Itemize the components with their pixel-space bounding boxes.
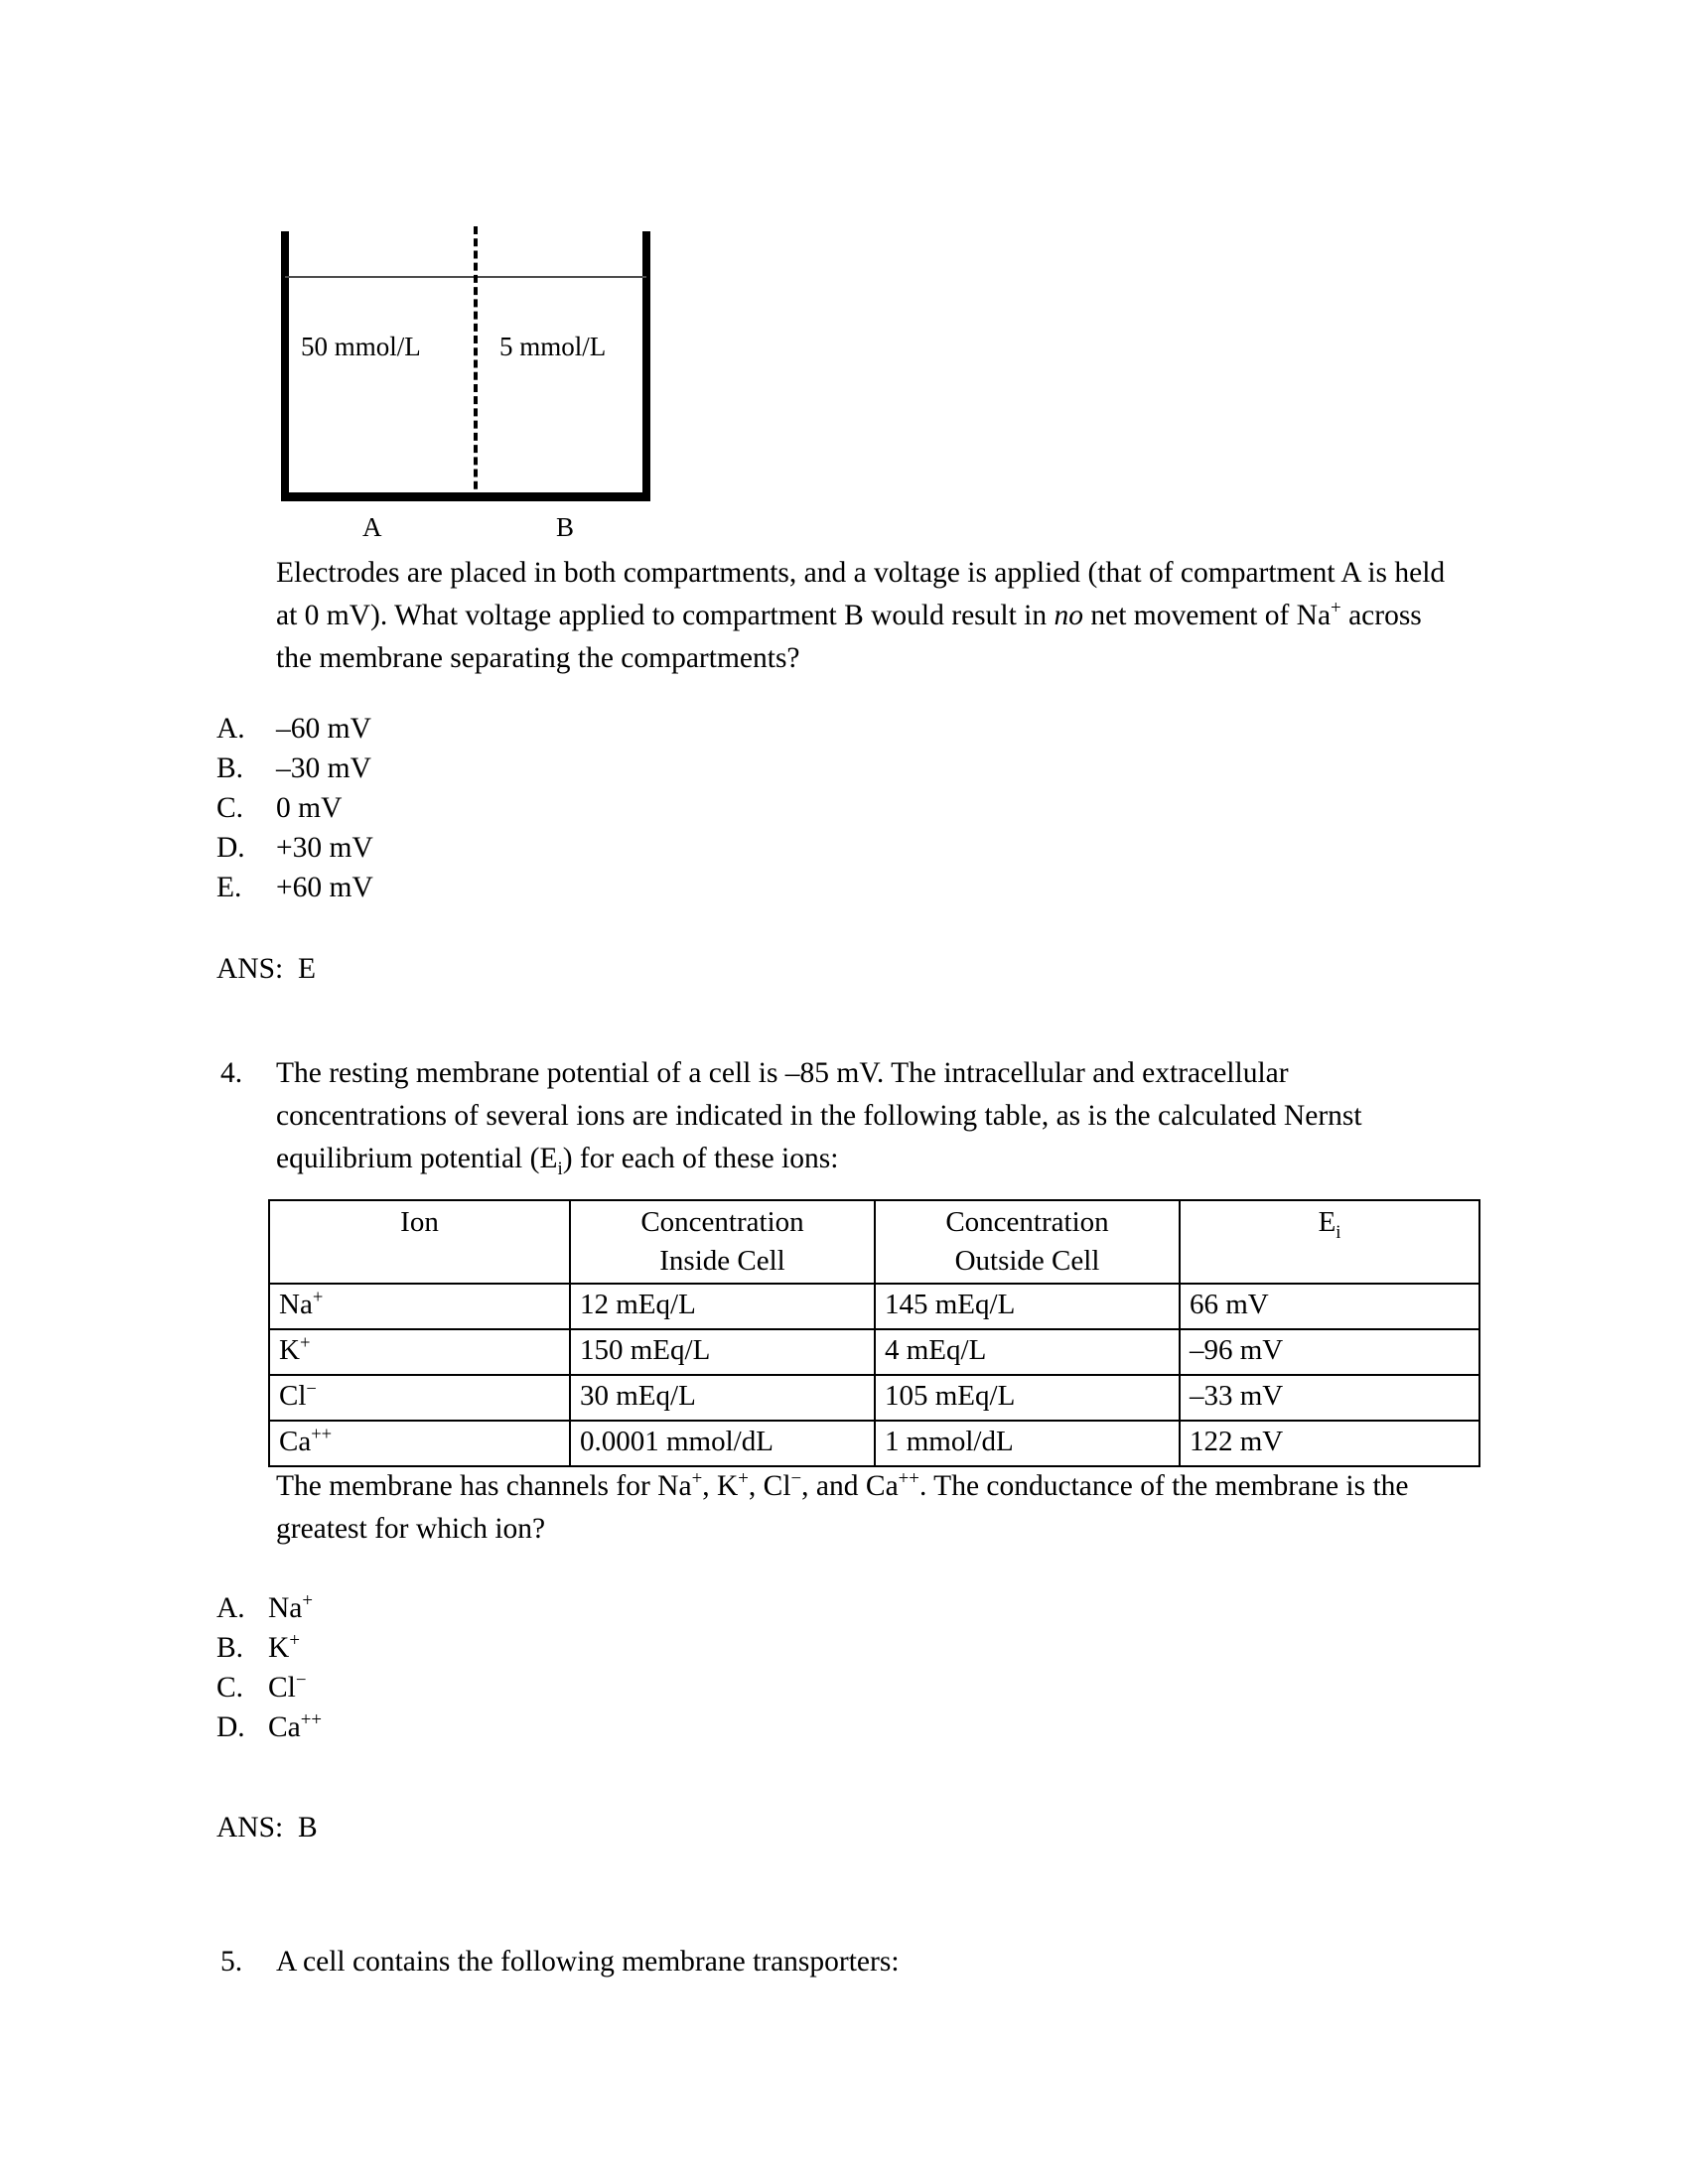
answer-spacer bbox=[283, 953, 298, 985]
followup-sup-ca: ++ bbox=[898, 1468, 919, 1490]
q4-stem-part1: The resting membrane potential of a cell is –85 mV. The intracellular and extracellular concentrations of several ions are indicated in the following table, as is the calculated Nernst equilibrium potential (E bbox=[276, 1057, 1362, 1174]
option-text: –30 mV bbox=[276, 752, 371, 784]
cell-ion bbox=[269, 1375, 570, 1421]
cell-outside: 1 mmol/dL bbox=[875, 1421, 1180, 1466]
option-ion-charge: ++ bbox=[300, 1709, 323, 1731]
q4-stem-part2: ) for each of these ions: bbox=[562, 1143, 839, 1174]
two-compartment-beaker-figure bbox=[273, 226, 660, 542]
column-header-concentration-inside bbox=[570, 1200, 875, 1284]
followup-part5: . The conductance of the membrane is the greatest for which ion? bbox=[276, 1470, 1409, 1545]
ion-name: Cl bbox=[279, 1380, 307, 1412]
header-line-2: Outside Cell bbox=[954, 1245, 1100, 1277]
answer-value: B bbox=[297, 1812, 318, 1843]
option-row[interactable] bbox=[216, 1707, 322, 1747]
compartment-b-concentration-label: 5 mmol/L bbox=[499, 332, 607, 361]
followup-sup-cl: − bbox=[790, 1468, 802, 1490]
answer-value: E bbox=[297, 953, 316, 985]
followup-sup-na: + bbox=[691, 1468, 703, 1490]
header-line-1: Concentration bbox=[640, 1206, 804, 1238]
option-letter: A. bbox=[216, 1592, 245, 1624]
table-header-row bbox=[269, 1200, 1479, 1284]
fluid-level-line bbox=[285, 276, 646, 278]
option-letter: C. bbox=[216, 792, 244, 824]
option-letter: C. bbox=[216, 1672, 244, 1704]
table-row bbox=[269, 1375, 1479, 1421]
cell-ei: 66 mV bbox=[1180, 1284, 1479, 1329]
question-4-options bbox=[216, 1588, 322, 1747]
q3-stem-italic-no: no bbox=[1054, 600, 1083, 631]
q3-stem-superscript-plus: + bbox=[1331, 598, 1341, 619]
answer-label: ANS: bbox=[216, 1812, 284, 1843]
compartment-b-label: B bbox=[556, 512, 575, 542]
followup-part1: The membrane has channels for Na bbox=[276, 1470, 692, 1502]
cell-outside: 105 mEq/L bbox=[875, 1375, 1180, 1421]
cell-ion bbox=[269, 1329, 570, 1375]
cell-outside: 145 mEq/L bbox=[875, 1284, 1180, 1329]
option-row[interactable] bbox=[216, 709, 373, 749]
option-letter: B. bbox=[216, 752, 244, 784]
followup-part4: , and Ca bbox=[801, 1470, 899, 1502]
option-ion: Cl bbox=[268, 1672, 296, 1704]
column-header-ion bbox=[269, 1200, 570, 1284]
membrane-divider-dashed-line bbox=[474, 226, 478, 501]
option-text: –60 mV bbox=[276, 713, 371, 745]
cell-ei: –33 mV bbox=[1180, 1375, 1479, 1421]
option-letter: B. bbox=[216, 1632, 244, 1664]
question-4-followup bbox=[276, 1465, 1446, 1551]
question-4-number: 4. bbox=[220, 1057, 243, 1089]
question-4-answer bbox=[216, 1807, 318, 1849]
question-4-stem bbox=[276, 1052, 1446, 1180]
ion-charge: − bbox=[306, 1378, 317, 1400]
ion-charge: ++ bbox=[311, 1424, 333, 1445]
cell-outside: 4 mEq/L bbox=[875, 1329, 1180, 1375]
beaker-outline bbox=[281, 231, 650, 501]
option-row[interactable] bbox=[216, 868, 373, 907]
header-line-1: E bbox=[1318, 1206, 1336, 1238]
option-letter: E. bbox=[216, 872, 242, 903]
header-subscript-i: i bbox=[1336, 1221, 1341, 1243]
option-ion-charge: − bbox=[295, 1670, 307, 1692]
option-ion: K bbox=[268, 1632, 290, 1664]
option-text: +60 mV bbox=[276, 872, 373, 903]
table-row bbox=[269, 1284, 1479, 1329]
header-line-1: Ion bbox=[400, 1206, 439, 1238]
ion-concentration-table bbox=[268, 1199, 1480, 1467]
option-letter: D. bbox=[216, 1711, 245, 1743]
column-header-ei bbox=[1180, 1200, 1479, 1284]
header-line-2: Inside Cell bbox=[659, 1245, 785, 1277]
question-5-stem: A cell contains the following membrane transporters: bbox=[276, 1946, 900, 1978]
option-row[interactable] bbox=[216, 749, 373, 788]
option-text: 0 mV bbox=[276, 792, 343, 824]
option-letter: A. bbox=[216, 713, 245, 745]
column-header-concentration-outside bbox=[875, 1200, 1180, 1284]
cell-inside: 150 mEq/L bbox=[570, 1329, 875, 1375]
q3-stem-part2: net movement of Na bbox=[1083, 600, 1332, 631]
cell-inside: 0.0001 mmol/dL bbox=[570, 1421, 875, 1466]
table-row bbox=[269, 1421, 1479, 1466]
table-row bbox=[269, 1329, 1479, 1375]
option-ion-charge: + bbox=[289, 1630, 300, 1652]
question-3-answer bbox=[216, 948, 316, 991]
option-letter: D. bbox=[216, 832, 245, 864]
q4-stem-subscript-i: i bbox=[557, 1158, 563, 1179]
followup-part2: , K bbox=[702, 1470, 739, 1502]
followup-part3: , Cl bbox=[748, 1470, 791, 1502]
cell-ion bbox=[269, 1284, 570, 1329]
question-5-number: 5. bbox=[220, 1946, 243, 1978]
ion-charge: + bbox=[312, 1287, 324, 1308]
option-ion-charge: + bbox=[302, 1590, 314, 1612]
ion-name: Ca bbox=[279, 1426, 312, 1457]
cell-ei: –96 mV bbox=[1180, 1329, 1479, 1375]
option-text: +30 mV bbox=[276, 832, 373, 864]
option-row[interactable] bbox=[216, 1588, 322, 1628]
header-line-1: Concentration bbox=[945, 1206, 1109, 1238]
option-ion: Ca bbox=[268, 1711, 301, 1743]
option-row[interactable] bbox=[216, 788, 373, 828]
cell-ei: 122 mV bbox=[1180, 1421, 1479, 1466]
option-row[interactable] bbox=[216, 828, 373, 868]
answer-spacer bbox=[283, 1812, 298, 1843]
ion-name: K bbox=[279, 1334, 300, 1366]
cell-ion bbox=[269, 1421, 570, 1466]
q3-stem-part3: across the membrane separating the compartments? bbox=[276, 600, 1422, 674]
question-3-options bbox=[216, 709, 373, 907]
ion-name: Na bbox=[279, 1289, 313, 1320]
cell-inside: 12 mEq/L bbox=[570, 1284, 875, 1329]
q3-stem-part1: Electrodes are placed in both compartments, and a voltage is applied (that of compartment A is held at 0 mV). What voltage applied to compartment B would result in bbox=[276, 557, 1446, 631]
option-ion: Na bbox=[268, 1592, 303, 1624]
compartment-a-concentration-label: 50 mmol/L bbox=[301, 332, 421, 361]
followup-sup-k: + bbox=[738, 1468, 749, 1490]
option-row[interactable] bbox=[216, 1668, 322, 1707]
answer-label: ANS: bbox=[216, 953, 284, 985]
cell-inside: 30 mEq/L bbox=[570, 1375, 875, 1421]
question-3-stem bbox=[276, 552, 1446, 680]
ion-charge: + bbox=[299, 1332, 311, 1354]
option-row[interactable] bbox=[216, 1628, 322, 1668]
compartment-a-label: A bbox=[362, 512, 382, 542]
